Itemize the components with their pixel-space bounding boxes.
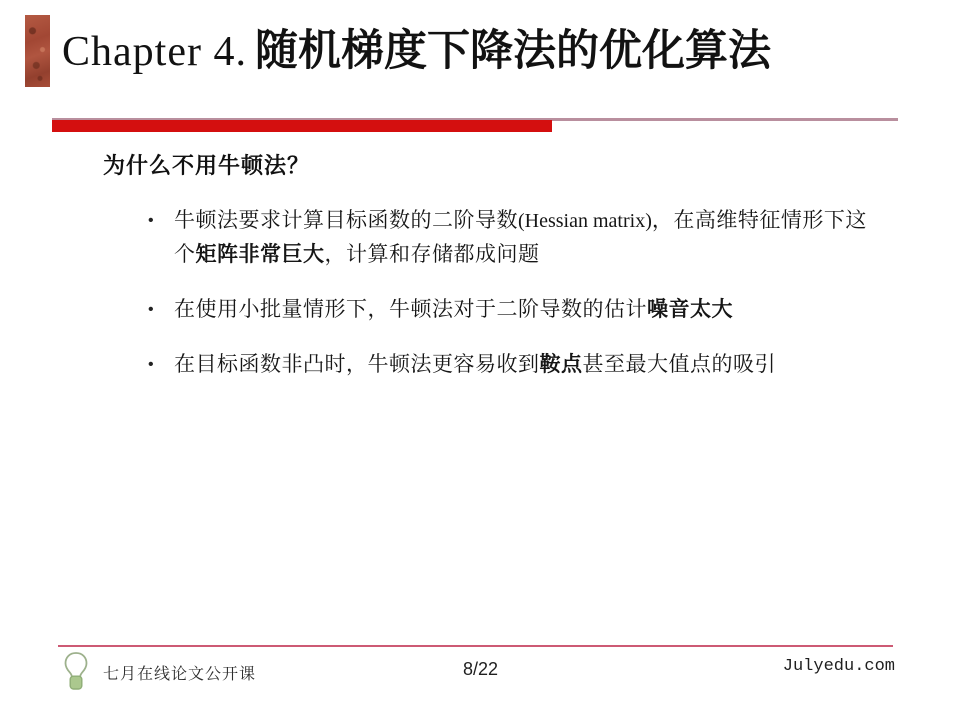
title-underline-thick bbox=[52, 120, 552, 132]
bullet-text: 牛顿法要求计算目标函数的二阶导数(Hessian matrix)，在高维特征情形下这个矩阵非常巨大，计算和存储都成问题 bbox=[174, 209, 867, 266]
bullet-item bbox=[148, 293, 870, 326]
footer-course-label: 七月在线论文公开课 bbox=[103, 666, 257, 683]
title-text: 随机梯度下降法的优化算法 bbox=[254, 27, 771, 75]
page-number: 8/22 bbox=[463, 659, 499, 679]
bullet-marker: • bbox=[148, 212, 154, 229]
footer-divider bbox=[58, 645, 893, 647]
footer-site-label: Julyedu.com bbox=[782, 657, 895, 676]
section-heading: 为什么不用牛顿法？ bbox=[103, 153, 311, 178]
title-accent-bar bbox=[25, 15, 50, 87]
bullet-text: 在使用小批量情形下，牛顿法对于二阶导数的估计噪音太大 bbox=[174, 298, 733, 321]
bullet-text: 在目标函数非凸时，牛顿法更容易收到鞍点甚至最大值点的吸引 bbox=[174, 353, 776, 376]
bullet-item bbox=[148, 204, 870, 271]
bullet-list bbox=[148, 204, 870, 403]
lightbulb-icon bbox=[62, 651, 90, 692]
bullet-item bbox=[148, 348, 870, 381]
bullet-marker: • bbox=[148, 356, 154, 373]
page-title bbox=[62, 20, 771, 82]
bullet-marker: • bbox=[148, 301, 154, 318]
title-chapter-prefix: Chapter 4. bbox=[62, 29, 247, 75]
